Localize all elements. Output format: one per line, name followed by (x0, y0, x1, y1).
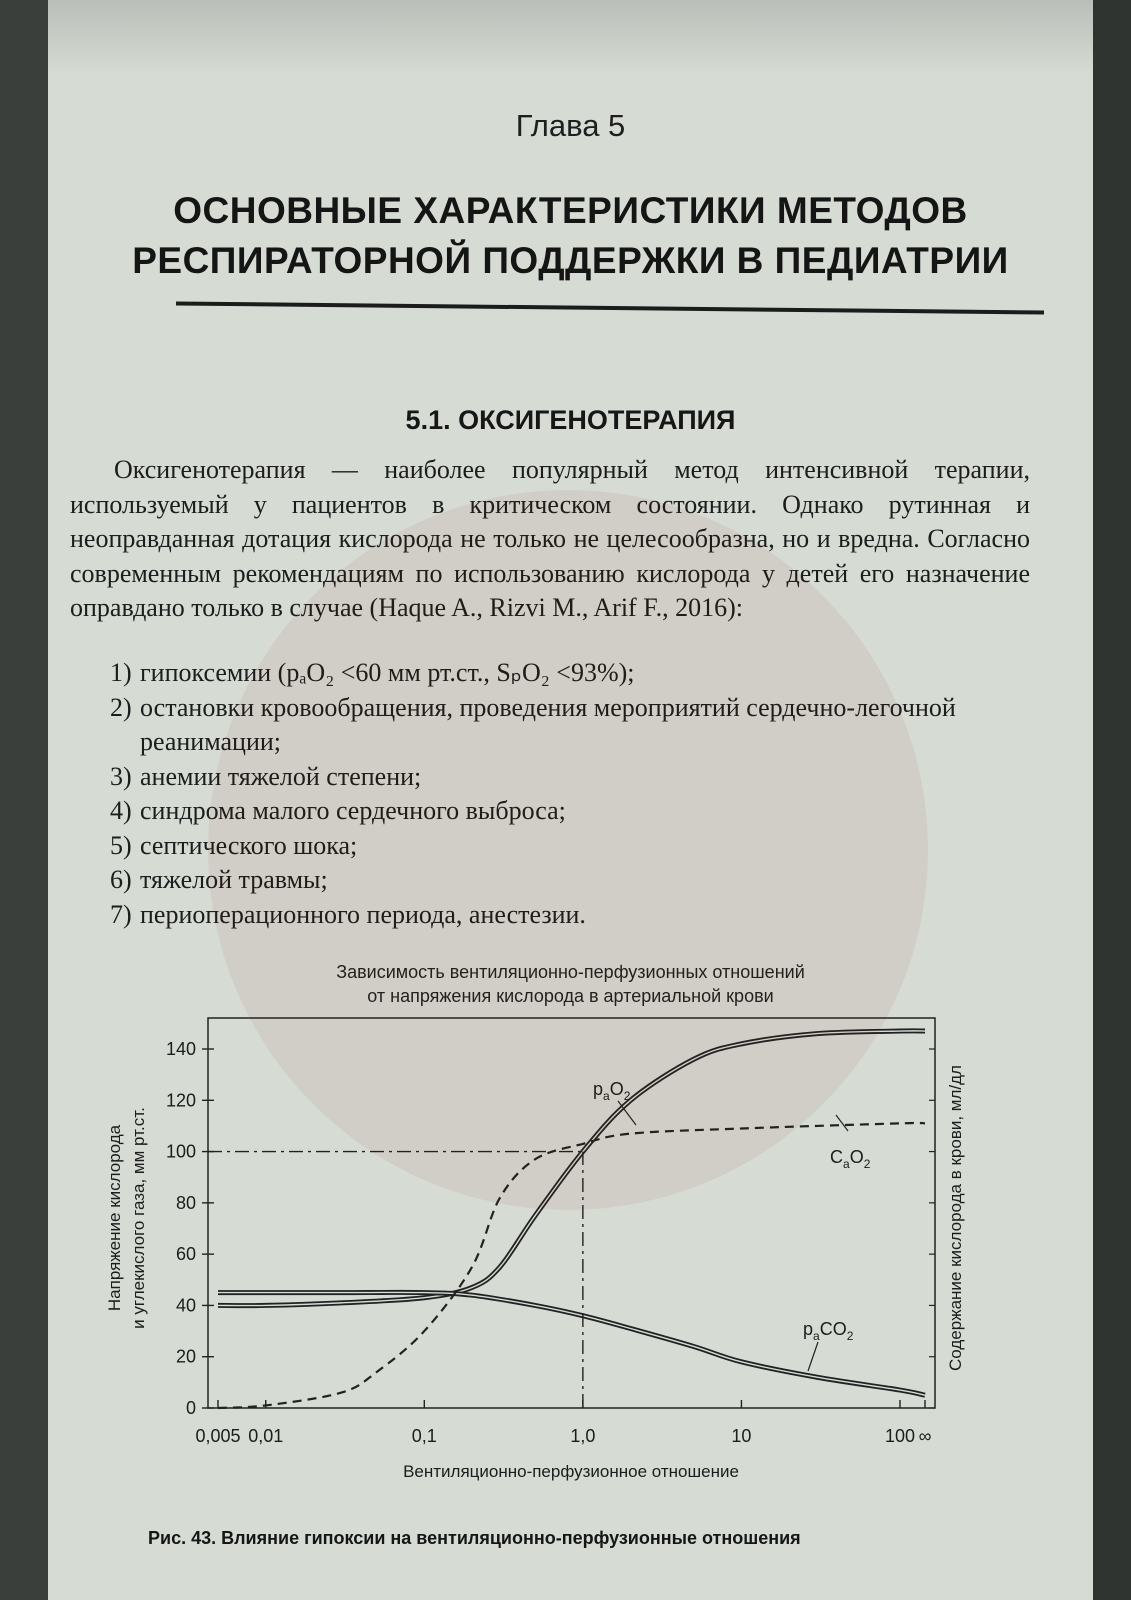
series-line-outer (218, 1031, 925, 1306)
background-edge (1093, 0, 1131, 1600)
series-label (593, 1079, 631, 1103)
x-tick-label: 100 (884, 1426, 916, 1446)
title-rule (176, 301, 1044, 314)
plot-frame (208, 1018, 935, 1408)
page-top-shadow (48, 0, 1093, 75)
list-item-text: остановки кровообращения, проведения мероприятий сердечно-легочной реанимации; (140, 692, 956, 756)
va-q-chart (48, 1005, 1093, 1520)
chapter-title-line-2: РЕСПИРАТОРНОЙ ПОДДЕРЖКИ В ПЕДИАТРИИ (132, 240, 1009, 281)
list-item (110, 760, 1040, 795)
list-item-number: 6) (110, 865, 132, 894)
x-axis-label: Вентиляционно-перфузионное отношение (403, 1462, 739, 1481)
y-axis-label-line-1: Напряжение кислорода (105, 1124, 124, 1312)
list-item-number: 4) (110, 796, 132, 825)
series-label-part: p (593, 1079, 604, 1099)
list-item (110, 794, 1040, 829)
section-heading: 5.1. ОКСИГЕНОТЕРАПИЯ (405, 405, 736, 435)
y-tick-label: 40 (175, 1295, 196, 1316)
x-tick-label: 0,005 (195, 1426, 241, 1446)
indications-list (110, 656, 1040, 932)
series-label-part: O (849, 1147, 864, 1167)
list-item (110, 656, 1040, 691)
chapter-title-line-1: ОСНОВНЫЕ ХАРАКТЕРИСТИКИ МЕТОДОВ (173, 190, 968, 231)
series-label-part: a (843, 1157, 850, 1171)
series-line-outer (218, 1292, 925, 1395)
list-item (110, 829, 1040, 864)
list-item-number: 1) (110, 658, 132, 687)
series-label (803, 1319, 854, 1343)
chart-title-line-2: от напряжения кислорода в артериальной крови (367, 986, 774, 1006)
x-tick-label: 1,0 (570, 1426, 596, 1446)
y-tick-label: 0 (185, 1398, 196, 1418)
label-leader-line (836, 1115, 848, 1131)
y-tick-label: 60 (175, 1244, 196, 1265)
list-item (110, 898, 1040, 933)
list-item-text: анемии тяжелой степени; (140, 761, 422, 791)
series-label-part: a (603, 1089, 610, 1103)
x-axis (195, 1400, 931, 1446)
list-item (110, 863, 1040, 898)
list-item-number: 5) (110, 830, 132, 860)
x-tick-label: 0,1 (411, 1426, 437, 1446)
series-label-part: a (813, 1329, 820, 1343)
label-leader-line (808, 1342, 818, 1371)
caption-text: Влияние гипоксии на вентиляционно-перфузионные отношения (221, 1528, 801, 1548)
series-label-part: 2 (846, 1329, 854, 1343)
series-label-part: 2 (863, 1157, 871, 1171)
x-tick-label: 10 (731, 1426, 752, 1446)
list-item (110, 691, 1040, 760)
series-label-part: 2 (623, 1089, 631, 1103)
caption-label: Рис. 43. (148, 1528, 217, 1548)
x-tick-label: ∞ (918, 1426, 932, 1446)
list-item-number: 3) (110, 761, 132, 791)
chapter-heading: Глава 5 (515, 108, 626, 143)
series-label-part: O (609, 1079, 624, 1099)
y-tick-label: 140 (165, 1039, 196, 1059)
book-page (48, 0, 1093, 1600)
chart-title-line-1: Зависимость вентиляционно-перфузионных отношений (336, 962, 805, 982)
y-tick-label: 120 (165, 1090, 196, 1111)
list-item-text: гипоксемии (pₐO₂ <60 мм рт.ст., SₚO₂ <93%); (140, 658, 635, 687)
list-item-text: периоперационного периода, анестезии. (140, 899, 586, 929)
figure-caption (148, 1528, 1048, 1549)
list-item-text: септического шока; (140, 830, 358, 860)
y-tick-label: 100 (165, 1141, 196, 1162)
y-axis (166, 1039, 935, 1418)
list-item-text: синдрома малого сердечного выброса; (140, 796, 566, 825)
list-item-number: 2) (110, 692, 132, 722)
series-label-part: CO (819, 1319, 847, 1339)
series-label-part: p (803, 1319, 814, 1339)
list-item-number: 7) (110, 899, 132, 929)
list-item-text: тяжелой травмы; (140, 865, 328, 894)
body-paragraph: Оксигенотерапия — наиболее популярный метод интенсивной терапии, используемый у пациентов в критическом состоянии. Однако рутинная и неоправданная дотация кислорода не только не целесообразна, но и вредна. Согласно современным рекомендациям по использованию кислорода у детей его назначение оправдано только в случае (Haque A., Rizvi M., Arif F., 2016): (70, 455, 1030, 622)
series-label (830, 1147, 871, 1171)
series-layer (208, 1031, 925, 1408)
y-tick-label: 80 (175, 1192, 196, 1213)
x-tick-label: 0,01 (248, 1426, 284, 1446)
y-tick-label: 20 (175, 1346, 196, 1367)
y2-axis-label: Содержание кислорода в крови, мл/дл (946, 1065, 965, 1371)
y-axis-label-line-2: и углекислого газа, мм рт.ст. (129, 1107, 148, 1329)
series-label-part: C (830, 1147, 843, 1167)
